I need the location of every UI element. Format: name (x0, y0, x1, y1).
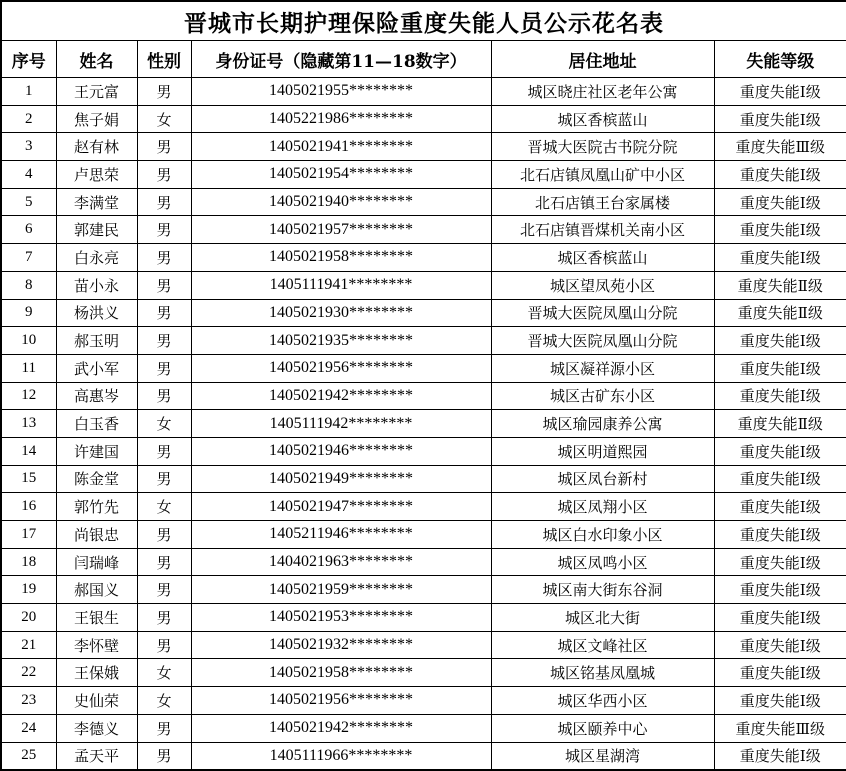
cell-address: 城区凤台新村 (491, 465, 714, 493)
cell-gender: 男 (137, 604, 191, 632)
cell-address: 城区南大街东谷洞 (491, 576, 714, 604)
cell-address: 城区颐养中心 (491, 714, 714, 742)
cell-seq: 8 (1, 271, 56, 299)
cell-level: 重度失能Ⅰ级 (714, 493, 846, 521)
cell-name: 李德义 (56, 714, 137, 742)
cell-address: 城区凤鸣小区 (491, 548, 714, 576)
cell-gender: 男 (137, 521, 191, 549)
cell-address: 城区凤翔小区 (491, 493, 714, 521)
cell-name: 苗小永 (56, 271, 137, 299)
cell-id: 1405221986******** (191, 105, 491, 133)
cell-address: 城区文峰社区 (491, 631, 714, 659)
cell-name: 郝国义 (56, 576, 137, 604)
cell-address: 城区凝祥源小区 (491, 354, 714, 382)
cell-address: 城区明道熙园 (491, 437, 714, 465)
cell-gender: 男 (137, 382, 191, 410)
cell-address: 城区古矿东小区 (491, 382, 714, 410)
cell-seq: 23 (1, 687, 56, 715)
cell-id: 1405021947******** (191, 493, 491, 521)
cell-seq: 12 (1, 382, 56, 410)
table-body (1, 78, 846, 771)
cell-seq: 22 (1, 659, 56, 687)
cell-level: 重度失能Ⅰ级 (714, 437, 846, 465)
table-row (1, 437, 846, 465)
table-row (1, 327, 846, 355)
cell-id: 1405021955******** (191, 78, 491, 106)
cell-name: 闫瑞峰 (56, 548, 137, 576)
cell-level: 重度失能Ⅱ级 (714, 299, 846, 327)
table-row (1, 604, 846, 632)
cell-seq: 10 (1, 327, 56, 355)
table-row (1, 714, 846, 742)
cell-name: 尚银忠 (56, 521, 137, 549)
cell-level: 重度失能Ⅰ级 (714, 548, 846, 576)
cell-name: 李怀壁 (56, 631, 137, 659)
cell-seq: 18 (1, 548, 56, 576)
cell-gender: 男 (137, 714, 191, 742)
cell-name: 李满堂 (56, 188, 137, 216)
cell-id: 1405021940******** (191, 188, 491, 216)
cell-seq: 11 (1, 354, 56, 382)
cell-address: 城区望凤苑小区 (491, 271, 714, 299)
cell-seq: 7 (1, 244, 56, 272)
cell-name: 郭竹先 (56, 493, 137, 521)
cell-gender: 女 (137, 410, 191, 438)
cell-seq: 5 (1, 188, 56, 216)
cell-address: 北石店镇晋煤机关南小区 (491, 216, 714, 244)
cell-id: 1405021932******** (191, 631, 491, 659)
column-header-level: 失能等级 (714, 41, 846, 78)
cell-id: 1405021954******** (191, 161, 491, 189)
cell-id: 1405021935******** (191, 327, 491, 355)
table-title-row (1, 1, 846, 41)
table-row (1, 548, 846, 576)
cell-level: 重度失能Ⅰ级 (714, 354, 846, 382)
cell-level: 重度失能Ⅰ级 (714, 244, 846, 272)
cell-gender: 男 (137, 78, 191, 106)
cell-gender: 男 (137, 216, 191, 244)
cell-id: 1405021957******** (191, 216, 491, 244)
cell-seq: 13 (1, 410, 56, 438)
cell-seq: 6 (1, 216, 56, 244)
cell-gender: 男 (137, 327, 191, 355)
cell-gender: 男 (137, 133, 191, 161)
column-header-seq: 序号 (1, 41, 56, 78)
cell-id: 1405021946******** (191, 437, 491, 465)
cell-address: 城区香槟蓝山 (491, 105, 714, 133)
cell-id: 1405111966******** (191, 742, 491, 770)
cell-gender: 女 (137, 105, 191, 133)
cell-address: 城区铭基凤凰城 (491, 659, 714, 687)
table-row (1, 493, 846, 521)
cell-name: 王保娥 (56, 659, 137, 687)
cell-address: 城区星湖湾 (491, 742, 714, 770)
cell-address: 城区北大街 (491, 604, 714, 632)
cell-gender: 男 (137, 161, 191, 189)
cell-gender: 男 (137, 299, 191, 327)
cell-id: 1405021941******** (191, 133, 491, 161)
table-row (1, 271, 846, 299)
cell-id: 1405021956******** (191, 354, 491, 382)
cell-address: 晋城大医院古书院分院 (491, 133, 714, 161)
cell-name: 焦子娟 (56, 105, 137, 133)
table-row (1, 742, 846, 770)
cell-name: 王元富 (56, 78, 137, 106)
column-header-id: 身份证号（隐藏第11—18数字） (191, 41, 491, 78)
cell-id: 1405021958******** (191, 244, 491, 272)
cell-name: 白永亮 (56, 244, 137, 272)
cell-gender: 女 (137, 687, 191, 715)
table-row (1, 105, 846, 133)
cell-address: 城区晓庄社区老年公寓 (491, 78, 714, 106)
cell-id: 1405021959******** (191, 576, 491, 604)
cell-name: 赵有林 (56, 133, 137, 161)
cell-level: 重度失能Ⅰ级 (714, 576, 846, 604)
cell-seq: 15 (1, 465, 56, 493)
cell-name: 许建国 (56, 437, 137, 465)
cell-level: 重度失能Ⅰ级 (714, 161, 846, 189)
cell-level: 重度失能Ⅰ级 (714, 105, 846, 133)
cell-name: 武小军 (56, 354, 137, 382)
cell-gender: 男 (137, 465, 191, 493)
cell-id: 1405021958******** (191, 659, 491, 687)
cell-id: 1405021949******** (191, 465, 491, 493)
page-title: 晋城市长期护理保险重度失能人员公示花名表 (1, 1, 846, 41)
cell-level: 重度失能Ⅰ级 (714, 687, 846, 715)
cell-seq: 20 (1, 604, 56, 632)
cell-id: 1405111941******** (191, 271, 491, 299)
cell-gender: 男 (137, 244, 191, 272)
cell-gender: 女 (137, 493, 191, 521)
cell-level: 重度失能Ⅰ级 (714, 216, 846, 244)
cell-id: 1405021953******** (191, 604, 491, 632)
table-header-row (1, 41, 846, 78)
table-row (1, 687, 846, 715)
cell-id: 1405021942******** (191, 382, 491, 410)
cell-gender: 女 (137, 659, 191, 687)
table-row (1, 659, 846, 687)
cell-address: 晋城大医院凤凰山分院 (491, 299, 714, 327)
cell-seq: 9 (1, 299, 56, 327)
cell-seq: 4 (1, 161, 56, 189)
table-row (1, 354, 846, 382)
cell-seq: 17 (1, 521, 56, 549)
cell-id: 1405111942******** (191, 410, 491, 438)
cell-gender: 男 (137, 271, 191, 299)
cell-address: 城区白水印象小区 (491, 521, 714, 549)
cell-level: 重度失能Ⅰ级 (714, 188, 846, 216)
cell-level: 重度失能Ⅰ级 (714, 742, 846, 770)
cell-gender: 男 (137, 437, 191, 465)
cell-address: 城区香槟蓝山 (491, 244, 714, 272)
cell-gender: 男 (137, 188, 191, 216)
cell-level: 重度失能Ⅲ级 (714, 133, 846, 161)
cell-name: 郝玉明 (56, 327, 137, 355)
cell-name: 白玉香 (56, 410, 137, 438)
cell-level: 重度失能Ⅰ级 (714, 521, 846, 549)
cell-seq: 24 (1, 714, 56, 742)
table-row (1, 631, 846, 659)
cell-name: 卢思荣 (56, 161, 137, 189)
table-row (1, 133, 846, 161)
cell-seq: 16 (1, 493, 56, 521)
cell-level: 重度失能Ⅰ级 (714, 78, 846, 106)
column-header-gender: 性别 (137, 41, 191, 78)
cell-gender: 男 (137, 548, 191, 576)
cell-id: 1405021956******** (191, 687, 491, 715)
column-header-name: 姓名 (56, 41, 137, 78)
cell-name: 杨洪义 (56, 299, 137, 327)
cell-level: 重度失能Ⅰ级 (714, 327, 846, 355)
table-row (1, 78, 846, 106)
cell-id: 1405211946******** (191, 521, 491, 549)
cell-name: 史仙荣 (56, 687, 137, 715)
table-row (1, 576, 846, 604)
cell-seq: 25 (1, 742, 56, 770)
cell-id: 1405021930******** (191, 299, 491, 327)
cell-seq: 21 (1, 631, 56, 659)
cell-name: 高惠岑 (56, 382, 137, 410)
table-row (1, 410, 846, 438)
cell-level: 重度失能Ⅰ级 (714, 659, 846, 687)
cell-seq: 19 (1, 576, 56, 604)
cell-seq: 3 (1, 133, 56, 161)
cell-name: 陈金堂 (56, 465, 137, 493)
cell-name: 王银生 (56, 604, 137, 632)
cell-gender: 男 (137, 576, 191, 604)
cell-gender: 男 (137, 742, 191, 770)
cell-name: 孟天平 (56, 742, 137, 770)
table-row (1, 465, 846, 493)
cell-address: 北石店镇王台家属楼 (491, 188, 714, 216)
cell-seq: 14 (1, 437, 56, 465)
cell-address: 北石店镇凤凰山矿中小区 (491, 161, 714, 189)
table-row (1, 382, 846, 410)
table-row (1, 161, 846, 189)
cell-address: 城区华西小区 (491, 687, 714, 715)
cell-address: 晋城大医院凤凰山分院 (491, 327, 714, 355)
cell-level: 重度失能Ⅰ级 (714, 631, 846, 659)
cell-level: 重度失能Ⅰ级 (714, 604, 846, 632)
cell-seq: 2 (1, 105, 56, 133)
column-header-address: 居住地址 (491, 41, 714, 78)
cell-level: 重度失能Ⅱ级 (714, 410, 846, 438)
cell-gender: 男 (137, 354, 191, 382)
cell-seq: 1 (1, 78, 56, 106)
table-row (1, 216, 846, 244)
table-row (1, 521, 846, 549)
cell-id: 1404021963******** (191, 548, 491, 576)
cell-level: 重度失能Ⅲ级 (714, 714, 846, 742)
cell-name: 郭建民 (56, 216, 137, 244)
cell-level: 重度失能Ⅰ级 (714, 382, 846, 410)
cell-gender: 男 (137, 631, 191, 659)
cell-address: 城区瑜园康养公寓 (491, 410, 714, 438)
cell-id: 1405021942******** (191, 714, 491, 742)
cell-level: 重度失能Ⅱ级 (714, 271, 846, 299)
table-row (1, 299, 846, 327)
cell-level: 重度失能Ⅰ级 (714, 465, 846, 493)
table-row (1, 244, 846, 272)
table-row (1, 188, 846, 216)
